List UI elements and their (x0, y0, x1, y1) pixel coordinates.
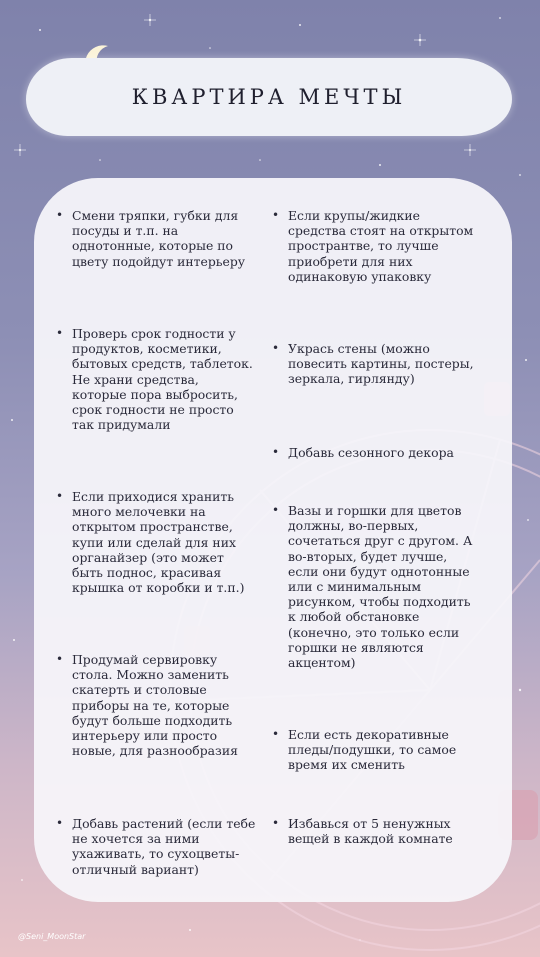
tip-right-3: • Добавь сезонного декора (272, 445, 454, 460)
tip-left-1: • Смени тряпки, губки для посуды и т.п. на однотонные, которые по цвету подойдут интерьеру (56, 208, 246, 269)
bullet-icon: • (56, 208, 64, 222)
author-credit: @Seni_MoonStar (18, 932, 86, 941)
tip-left-4: • Продумай сервировку стола. Можно заменить скатерть и столовые приборы на те, которые будут больше подходить интерьеру или просто новые, для разнообразия (56, 652, 238, 759)
tip-right-1: • Если крупы/жидкие средства стоят на открытом прострaнтве, то лучше приобрети для них одинаковую упаковку (272, 208, 474, 284)
bullet-icon: • (272, 208, 280, 222)
tip-left-2: • Проверь срок годности у продуктов, косметики, бытовых средств, таблеток. Не храни средства, которые пора выбросить, срок годности не просто так придумали (56, 326, 253, 433)
bullet-icon: • (56, 326, 64, 340)
bullet-icon: • (272, 503, 280, 517)
page-title: КВАРТИРА МЕЧТЫ (131, 85, 407, 109)
tip-left-5: • Добавь растений (если тебе не хочется за ними ухаживать, то сухоцветы-отличный вариант) (56, 816, 256, 877)
bullet-icon: • (56, 652, 64, 666)
tip-right-6: • Избавься от 5 ненужных вещей в каждой комнате (272, 816, 453, 847)
bullet-icon: • (56, 816, 64, 830)
tip-right-2: • Укрась стены (можно повесить картины, постеры, зеркала, гирлянду) (272, 341, 474, 387)
bullet-icon: • (272, 727, 280, 741)
bullet-icon: • (272, 445, 280, 459)
tip-left-3: • Если приходися хранить много мелочевки на открытом пространстве, купи или сделай для них органайзер (это может быть поднос, красивая крышка от коробки и т.п.) (56, 489, 245, 596)
bullet-icon: • (272, 816, 280, 830)
tip-right-5: • Если есть декоративные пледы/подушки, то самое время их сменить (272, 727, 457, 773)
tip-right-4: • Вазы и горшки для цветов должны, во-первых, сочетаться друг с другом. А во-вторых, будет лучше, если они будут однотонные или с минимальным рисунком, чтобы подходить к любой обстановке (конечно, это только если горшки не являются акцентом) (272, 503, 473, 671)
bullet-icon: • (56, 489, 64, 503)
bullet-icon: • (272, 341, 280, 355)
